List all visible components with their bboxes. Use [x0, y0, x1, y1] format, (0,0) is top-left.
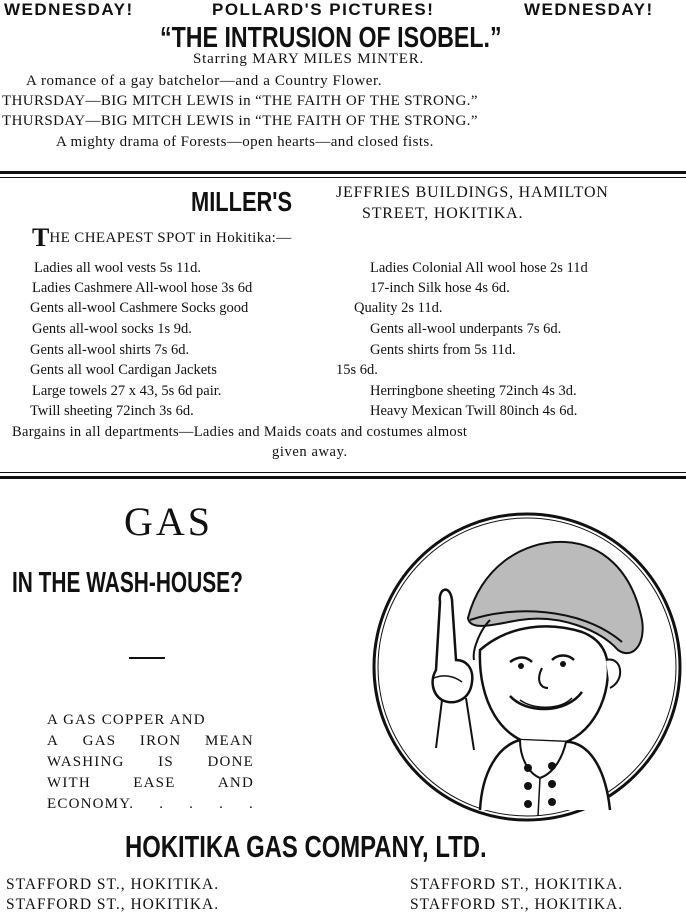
list-item: Gents all-wool socks 1s 9d. — [32, 321, 192, 337]
gas-body-word: WASHING — [47, 754, 125, 770]
list-item: 15s 6d. — [336, 362, 378, 378]
bargains-line-1: Bargains in all departments—Ladies and Maids coats and costumes almost — [12, 424, 468, 440]
thursday-line-2: THURSDAY—BIG MITCH LEWIS in “THE FAITH OF THE STRONG.” — [2, 113, 478, 129]
gas-body-word: A GAS COPPER AND — [47, 712, 206, 728]
list-item: 17-inch Silk hose 4s 6d. — [370, 280, 510, 296]
list-item: Twill sheeting 72inch 3s 6d. — [30, 403, 194, 419]
list-item: Gents all wool Cardigan Jackets — [30, 362, 217, 378]
bargains-line-2: given away. — [272, 444, 348, 460]
cheapest-spot-line — [32, 223, 292, 252]
gas-body-word: DONE — [207, 754, 254, 770]
starring-line: Starring MARY MILES MINTER. — [193, 51, 425, 67]
short-rule — [129, 657, 165, 659]
list-item: Gents all-wool underpants 7s 6d. — [370, 321, 562, 337]
address-left-2: STAFFORD ST., HOKITIKA. — [6, 896, 220, 913]
banner-pollards-pictures: POLLARD'S PICTURES! — [212, 0, 435, 19]
list-item: Large towels 27 x 43, 5s 6d pair. — [32, 383, 222, 399]
section-divider — [0, 476, 686, 479]
thursday-line-1: THURSDAY—BIG MITCH LEWIS in “THE FAITH OF THE STRONG.” — [2, 93, 478, 109]
tagline: A romance of a gay batchelor—and a Country Flower. — [26, 73, 383, 89]
list-item: Gents all-wool Cashmere Socks good — [30, 300, 249, 316]
gas-body-word: IRON — [139, 733, 182, 749]
gas-body-line — [47, 796, 254, 817]
list-item: Ladies Cashmere All-wool hose 3s 6d — [32, 280, 253, 296]
gas-body-line — [47, 754, 254, 775]
millers-name: MILLER'S — [191, 186, 293, 217]
banner-wednesday-right: WEDNESDAY! — [524, 0, 654, 19]
section-divider — [0, 171, 686, 174]
gas-body-word: . — [219, 796, 225, 812]
gas-company-name: HOKITIKA GAS COMPANY, LTD. — [125, 829, 487, 864]
gas-body-word: . — [189, 796, 195, 812]
gas-title: GAS — [124, 499, 214, 544]
gas-body-word: MEAN — [205, 733, 254, 749]
banner-wednesday-left: WEDNESDAY! — [4, 0, 134, 19]
list-item: Ladies Colonial All wool hose 2s 11d — [370, 260, 588, 276]
list-item: Gents all-wool shirts 7s 6d. — [30, 342, 190, 358]
address-right-1: STAFFORD ST., HOKITIKA. — [410, 876, 624, 893]
gas-subtitle: IN THE WASH-HOUSE? — [12, 567, 243, 599]
gas-body-line — [47, 733, 254, 754]
gas-body-word: A — [47, 733, 60, 749]
section-divider-thin — [0, 472, 686, 473]
drop-cap: T — [32, 223, 50, 252]
list-item: Ladies all wool vests 5s 11d. — [34, 260, 201, 276]
gas-body-word: WITH — [47, 775, 91, 791]
gas-body-word: . — [159, 796, 165, 812]
gas-body-word: IS — [158, 754, 174, 770]
gas-body-line — [47, 775, 254, 796]
gas-body-word: AND — [217, 775, 254, 791]
gas-body-line — [47, 712, 254, 733]
gas-body — [47, 712, 254, 817]
gas-body-word: . — [249, 796, 254, 812]
list-item: Herringbone sheeting 72inch 4s 3d. — [370, 383, 577, 399]
list-item: Heavy Mexican Twill 80inch 4s 6d. — [370, 403, 578, 419]
drama-line: A mighty drama of Forests—open hearts—and closed fists. — [56, 134, 434, 150]
section-divider-thin — [0, 177, 686, 178]
address-right-2: STAFFORD ST., HOKITIKA. — [410, 896, 624, 913]
millers-address-2: STREET, HOKITIKA. — [362, 205, 524, 222]
list-item: Quality 2s 11d. — [354, 300, 443, 316]
list-item: Gents shirts from 5s 11d. — [370, 342, 516, 358]
gas-body-word: GAS — [82, 733, 117, 749]
film-title: “THE INTRUSION OF ISOBEL.” — [160, 22, 502, 54]
address-left-1: STAFFORD ST., HOKITIKA. — [6, 876, 220, 893]
gas-body-word: ECONOMY. — [47, 796, 135, 812]
millers-address-1: JEFFRIES BUILDINGS, HAMILTON — [336, 184, 609, 201]
cheapest-spot-text: HE CHEAPEST SPOT in Hokitika:— — [49, 230, 292, 246]
gas-body-word: EASE — [133, 775, 176, 791]
mascot-illustration — [370, 510, 684, 824]
